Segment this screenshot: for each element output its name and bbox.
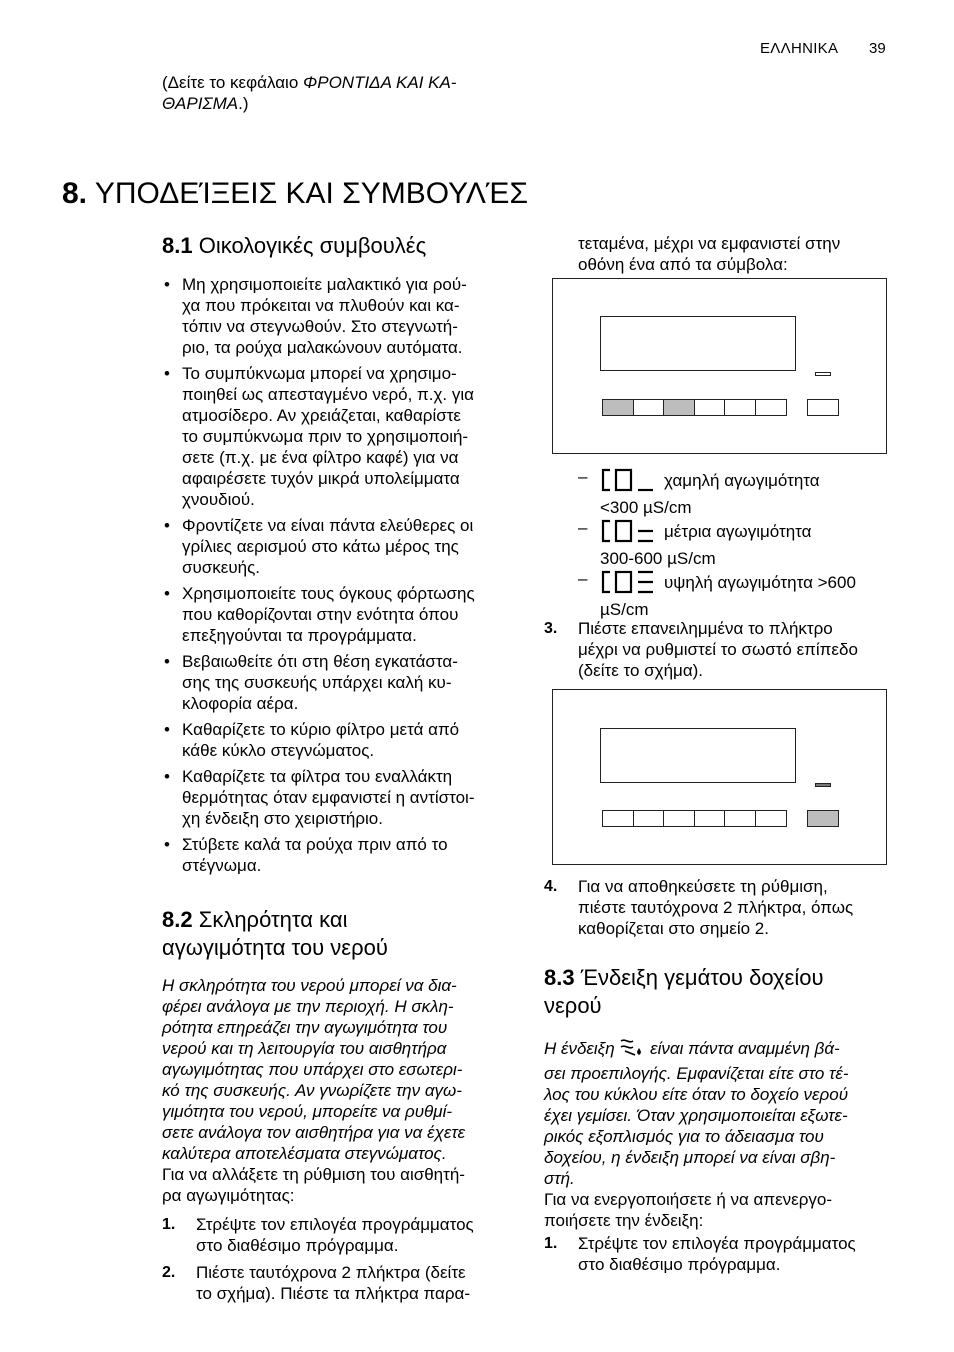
text-line: το συμπύκνωμα πριν το χρησιμοποιή- [182,427,469,446]
text-line: Πιέστε ταυτόχρονα 2 πλήκτρα (δείτε [196,1263,466,1282]
list-item [162,363,522,510]
running-header-language: ΕΛΛΗΝΙΚΑ [760,40,839,57]
panel-button [755,810,787,827]
text-line: ρα αγωγιμότητας: [162,1186,295,1205]
panel-button [602,810,634,827]
panel-button [694,399,726,416]
text-line: ατμοσίδερο. Αν χρειάζεται, καθαρίστε [182,406,462,425]
text-line: δοχείου, η ένδειξη μπορεί να είναι σβη- [544,1148,836,1167]
text-line: • Φροντίζετε να είναι πάντα ελεύθερες οι [182,516,474,535]
display-symbol-medium-icon [600,519,658,548]
text-line: αγωγιμότητας που υπάρχει στο εσωτερι- [162,1060,463,1079]
panel-button [724,399,756,416]
step-2-continued [578,233,908,275]
list-item [162,274,522,358]
indicator-light [815,783,831,787]
display-symbol-low-icon [600,468,658,497]
step-number: 3. [544,620,558,637]
list-item [162,719,522,761]
panel-button [602,399,634,416]
text-line: συσκευής. [182,558,261,577]
control-panel-figure-2 [552,689,887,865]
water-tank-indicator-icon [619,1036,645,1063]
level-high: – υψηλή αγωγιμότητα >600 µS/cm [578,569,856,619]
text-line: • Βεβαιωθείτε ότι στη θέση εγκατάστα- [182,652,458,671]
text-line: Για να ενεργοποιήσετε ή να απενεργο- [544,1190,833,1209]
text-line: Για να αλλάξετε τη ρύθμιση του αισθητή- [162,1165,465,1184]
list-item [162,766,522,829]
page-number: 39 [869,40,886,57]
step-2 [162,1262,556,1304]
step-3 [544,618,938,681]
intro-reference: (Δείτε το κεφάλαιο ΦΡΟΝΤΙΔΑ ΚΑΙ ΚΑ- ΘΑΡΙΣΜΑ.) [162,73,457,113]
text-line: Για να αποθηκεύσετε τη ρύθμιση, [578,877,828,896]
panel-button [633,810,665,827]
step-number: 2. [162,1264,176,1281]
text-line: Η σκληρότητα του νερού μπορεί να δια- [162,976,457,995]
text-line: καλύτερα αποτελέσματα στεγνώματος. [162,1144,447,1163]
text-line: φέρει ανάλογα με την περιοχή. Η σκλη- [162,997,454,1016]
single-button [807,810,839,827]
text-line: σει προεπιλογής. Εμφανίζεται είτε στο τέ- [544,1064,849,1083]
indicator-light [815,372,831,376]
text-line: στο διαθέσιμο πρόγραμμα. [196,1236,399,1255]
text-line: (δείτε το σχήμα). [578,661,704,680]
text-line: σης της συσκευής υπάρχει καλή κυ- [182,673,452,692]
step-number: 4. [544,878,558,895]
panel-button [755,399,787,416]
indicator-step-1 [544,1233,938,1275]
panel-button [633,399,665,416]
list-item [162,583,522,646]
chapter-title: 8. ΥΠΟΔΕΊΞΕΙΣ ΚΑΙ ΣΥΜΒΟΥΛΈΣ [62,177,528,210]
text-line: κάθε κύκλο στεγνώματος. [182,741,375,760]
text-line: γιμότητα του νερού, μπορείτε να ρυθμί- [162,1102,453,1121]
text-line: χα που πρόκειται να πλυθούν και κα- [182,296,460,315]
text-line: πιέστε ταυτόχρονα 2 πλήκτρα, όπως [578,898,854,917]
text-line: λος του κύκλου είτε όταν το δοχείο νερού [544,1085,849,1104]
eco-tips-list [162,274,522,881]
text-line: έχει γεμίσει. Όταν χρησιμοποιείται εξωτε- [544,1106,848,1125]
text-line: χη ένδειξη στο χειριστήριο. [182,809,383,828]
text-line: • Καθαρίζετε το κύριο φίλτρο μετά από [182,720,460,739]
button-row [602,399,785,416]
text-line: • Το συμπύκνωμα μπορεί να χρησιμο- [182,364,457,383]
text-line: Στρέψτε τον επιλογέα προγράμματος [578,1234,856,1253]
text-line: καθορίζεται στο σημείο 2. [578,919,769,938]
text-line: χνουδιού. [182,490,255,509]
text-line: θερμότητας όταν εμφανιστεί η αντίστοι- [182,788,475,807]
text-line: ποιηθεί ως απεσταγμένο νερό, π.χ. για [182,385,474,404]
text-line: που καθορίζονται στην ενότητα όπου [182,605,459,624]
level-low: – χαμηλή αγωγιμότητα <300 µS/cm [578,467,820,517]
text-line: ριο, τα ρούχα μαλακώνουν αυτόματα. [182,338,463,357]
text-line: στο διαθέσιμο πρόγραμμα. [578,1255,781,1274]
text-line: Πιέστε επανειλημμένα το πλήκτρο [578,619,833,638]
text-line: • Χρησιμοποιείτε τους όγκους φόρτωσης [182,584,475,603]
text-line: το σχήμα). Πιέστε τα πλήκτρα παρα- [196,1284,471,1303]
list-item [162,515,522,578]
full-tank-text: Η ένδειξη είναι πάντα αναμμένη βά- σει προεπιλογής. Εμφανίζεται είτε στο τέ- λος του κύκλου είτε όταν το δοχείο νερού έχει γεμίσει. Όταν χρησιμοποιείται εξωτε- ρικός εξοπλισμός για το άδειασμα του δοχείου, η ένδειξη μπορεί να είναι σβη- στή. Για να ενεργοποιήσετε ή να απενεργο- ποιήσετε την ένδειξη: [544,1036,914,1231]
control-panel-figure-1 [552,278,887,454]
text-line: σετε ανάλογα τον αισθητήρα για να έχετε [162,1123,466,1142]
display-screen [600,728,796,783]
text-line: • Στύβετε καλά τα ρούχα πριν από το [182,835,448,854]
step-4 [544,876,938,939]
display-screen [600,316,796,371]
step-number: 1. [544,1235,558,1252]
text-line: μέχρι να ρυθμιστεί το σωστό επίπεδο [578,640,858,659]
text-line: • Μη χρησιμοποιείτε μαλακτικό για ρού- [182,275,467,294]
single-button [807,399,839,416]
section-heading-8-2: 8.2 Σκληρότητα και αγωγιμότητα του νερού [162,907,388,960]
panel-button [663,399,695,416]
text-line: γρίλιες αερισμού στο κάτω μέρος της [182,537,459,556]
text-line: αφαιρέσετε τυχόν μικρά υπολείμματα [182,469,460,488]
text-line: κλοφορία αέρα. [182,694,299,713]
text-line: • Καθαρίζετε τα φίλτρα του εναλλάκτη [182,767,453,786]
step-1 [162,1214,556,1256]
level-medium: – μέτρια αγωγιμότητα 300-600 µS/cm [578,518,812,568]
display-symbol-high-icon [600,570,658,599]
list-item [162,651,522,714]
text-line: επεξηγούνται τα προγράμματα. [182,626,417,645]
text-line: νερού και τη λειτουργία του αισθητήρα [162,1039,447,1058]
text-line: ποιήσετε την ένδειξη: [544,1211,704,1230]
water-hardness-text [162,975,532,1206]
text-line: στή. [544,1169,575,1188]
step-number: 1. [162,1216,176,1233]
text-line: τεταμένα, μέχρι να εμφανιστεί στην [578,234,841,253]
list-item [162,834,522,876]
panel-button [663,810,695,827]
panel-button [694,810,726,827]
text-line: σετε (π.χ. με ένα φίλτρο καφέ) για να [182,448,459,467]
text-line: κό της συσκευής. Αν γνωρίζετε την αγω- [162,1081,462,1100]
text-line: τόπιν να στεγνωθούν. Στο στεγνωτή- [182,317,458,336]
text-line: Στρέψτε τον επιλογέα προγράμματος [196,1215,474,1234]
panel-button [724,810,756,827]
text-line: ρικός εξοπλισμός για το άδειασμα του [544,1127,824,1146]
text-line: ρότητα επηρεάζει την αγωγιμότητα του [162,1018,448,1037]
text-line: στέγνωμα. [182,856,262,875]
section-heading-8-3: 8.3 Ένδειξη γεμάτου δοχείου νερού [544,965,824,1018]
section-heading-8-1: 8.1 Οικολογικές συμβουλές [162,233,427,258]
button-row [602,810,785,827]
text-line: οθόνη ένα από τα σύμβολα: [578,255,788,274]
